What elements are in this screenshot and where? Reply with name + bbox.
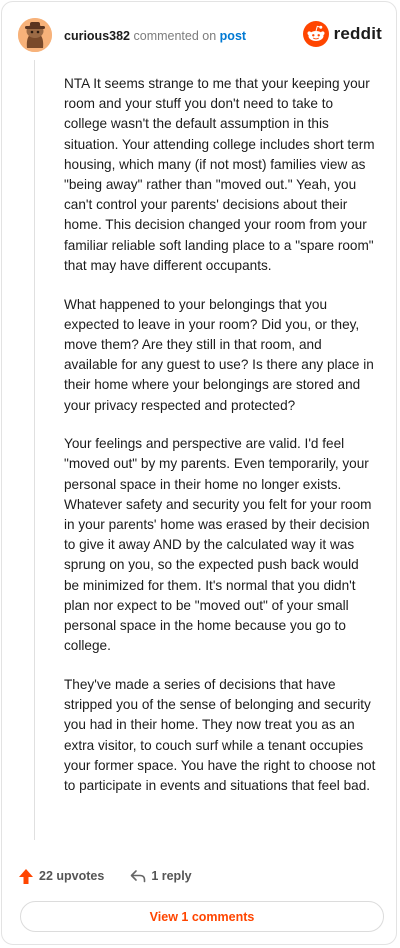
upvote-count: 22 upvotes (39, 869, 105, 883)
post-link[interactable]: post (219, 29, 247, 43)
comment-actions (18, 866, 358, 886)
upvote-arrow-icon (18, 868, 34, 885)
comment-header (2, 2, 396, 68)
comment-paragraph: What happened to your belongings that you expected to leave in your room? Did you, or they, move them? Are they still in that room, and available for any guest to use? Is there any place in their home where your belongings are stored and your privacy respected and protected? (64, 296, 374, 413)
reply-button[interactable] (130, 869, 191, 883)
avatar-icon (18, 18, 52, 52)
reddit-wordmark: reddit (333, 24, 382, 43)
avatar[interactable] (18, 18, 52, 52)
username-link[interactable]: curious382 (64, 29, 131, 43)
comment-paragraph: They've made a series of decisions that have stripped you of the sense of belonging and security you had in their home. They now treat you as an extra visitor, to couch surf while a tenant occupies your former space. You have the right to choose not to participate in events and situations that feel bad. (64, 676, 376, 793)
comment-body (64, 74, 376, 815)
comment-meta (64, 28, 246, 44)
reddit-logo[interactable] (303, 20, 382, 48)
comment-card (1, 1, 397, 945)
reply-icon (130, 869, 146, 883)
comment-paragraph: NTA It seems strange to me that your keeping your room and your stuff you don't need to take to college wasn't the default assumption in this situation. Your attending college includes short term housing, which many (if not most) families view as "being away" rather than "moved out." Yeah, you can't control your parents' decisions about their home. This decision changed your room from your familiar reliable soft landing place to a "spare room" that may have different occupants. (64, 76, 375, 273)
commented-on-label: commented on (133, 29, 217, 43)
thread-line[interactable] (34, 60, 35, 840)
comment-paragraph: Your feelings and perspective are valid. I'd feel "moved out" by my parents. Even temporarily, your personal space in their home no longer exists. Whatever safety and security you felt for your room in your parents' home was erased by their decision to give it away AND by the calculated way it was sprung on you, so the expected push back would be minimized for them. It's normal that you didn't plan nor expect to be "moved out" of your small personal space in the home because you go to college. (64, 436, 372, 654)
upvote-button[interactable] (18, 868, 104, 885)
reddit-logo-icon (303, 21, 329, 47)
view-comments-button[interactable]: View 1 comments (20, 901, 384, 932)
reply-count: 1 reply (151, 869, 192, 883)
